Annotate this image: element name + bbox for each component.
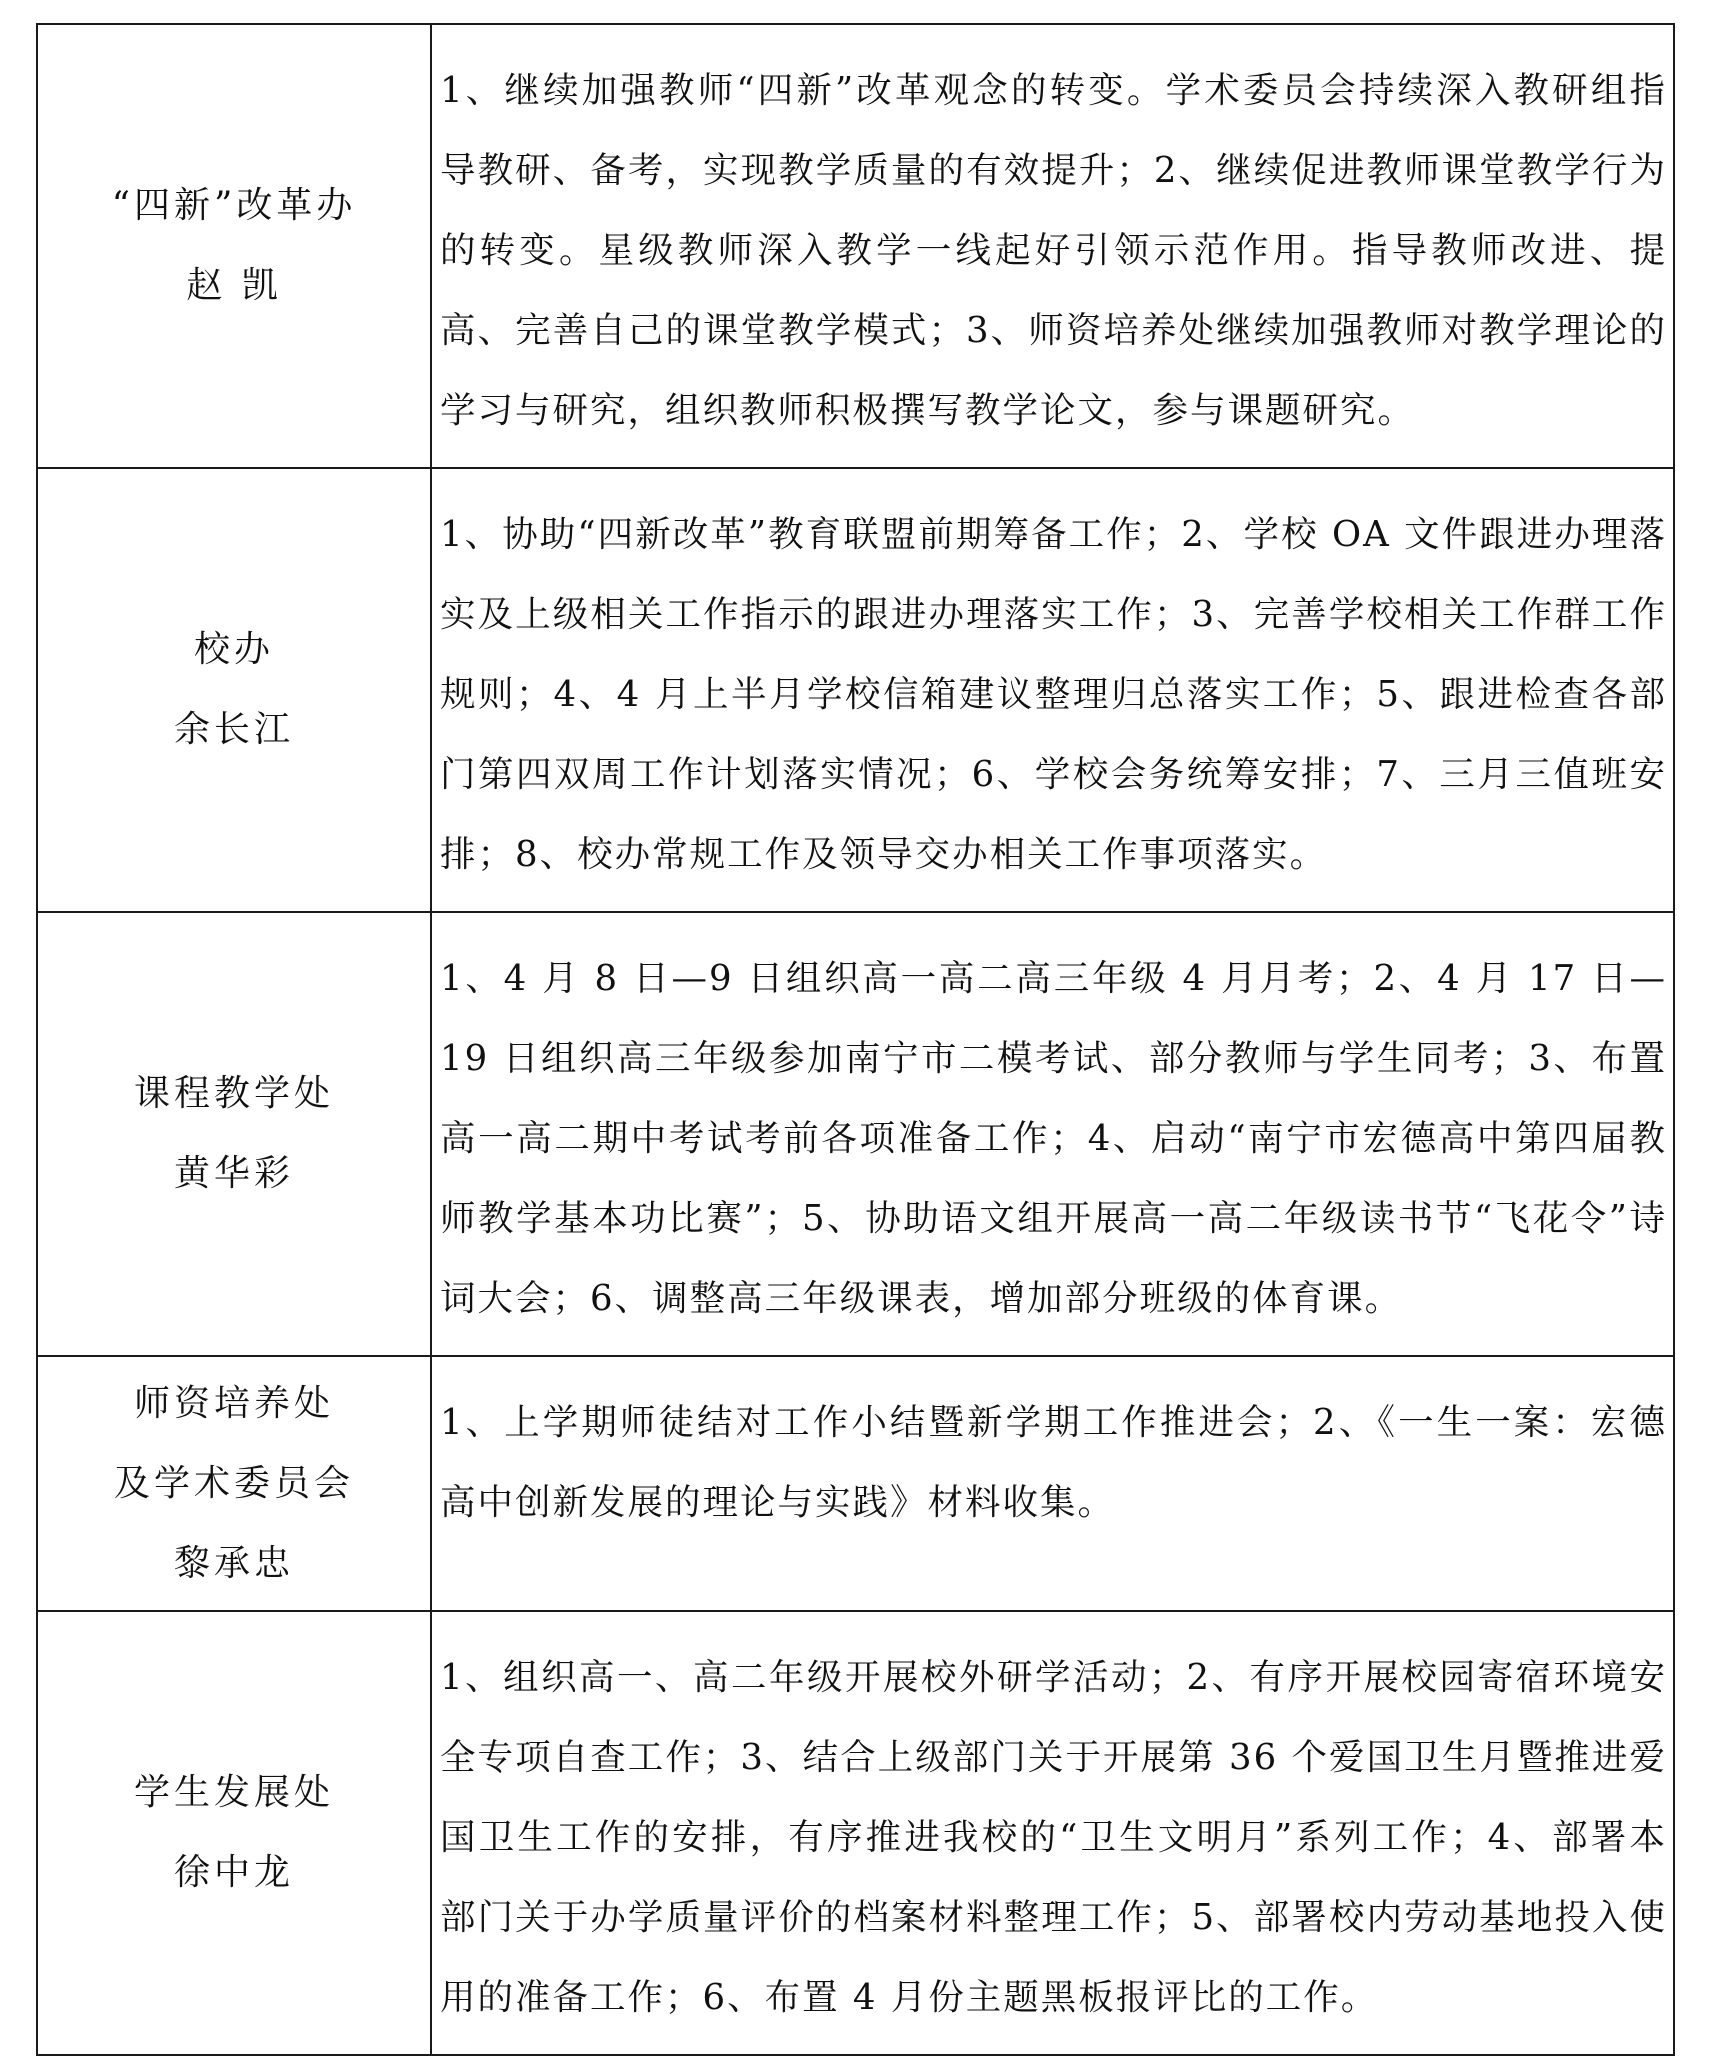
department-name: 课程教学处 xyxy=(133,1073,334,1114)
work-content-cell xyxy=(431,1611,1674,2055)
work-content: 1、4 月 8 日—9 日组织高一高二高三年级 4 月月考；2、4 月 17 日—19 日组织高三年级参加南宁市二模考试、部分教师与学生同考；3、布置高一高二期中考试考前各项准备工作；4、启动“南宁市宏德高中第四届教师教学基本功比赛”；5、协助语文组开展高一高二年级读书节“飞花令”诗词大会；6、调整高三年级课表，增加部分班级的体育课。 xyxy=(440,958,1667,1319)
department-name-line2: 及学术委员会 xyxy=(113,1462,354,1504)
work-plan-table xyxy=(36,23,1675,2056)
person-name: 徐中龙 xyxy=(173,1852,294,1893)
work-content-cell xyxy=(431,912,1674,1356)
work-content-cell xyxy=(431,24,1674,468)
table-row xyxy=(37,912,1674,1356)
person-name: 余长江 xyxy=(173,709,294,750)
work-content-cell xyxy=(431,1356,1674,1611)
department-name: 学生发展处 xyxy=(133,1772,334,1813)
department-name: “四新”改革办 xyxy=(111,185,357,226)
work-content: 1、上学期师徒结对工作小结暨新学期工作推进会；2、《一生一案：宏德高中创新发展的理论与实践》材料收集。 xyxy=(440,1402,1667,1523)
table-row xyxy=(37,1356,1674,1611)
work-content: 1、组织高一、高二年级开展校外研学活动；2、有序开展校园寄宿环境安全专项自查工作；3、结合上级部门关于开展第 36 个爱国卫生月暨推进爱国卫生工作的安排，有序推进我校的“卫生文明月”系列工作；4、部署本部门关于办学质量评价的档案材料整理工作；5、部署校内劳动基地投入使用的准备工作；6、布置 4 月份主题黑板报评比的工作。 xyxy=(440,1657,1667,2018)
work-content: 1、协助“四新改革”教育联盟前期筹备工作；2、学校 OA 文件跟进办理落实及上级相关工作指示的跟进办理落实工作；3、完善学校相关工作群工作规则；4、4 月上半月学校信箱建议整理归总落实工作；5、跟进检查各部门第四双周工作计划落实情况；6、学校会务统筹安排；7、三月三值班安排；8、校办常规工作及领导交办相关工作事项落实。 xyxy=(440,514,1667,875)
work-plan-sheet xyxy=(36,23,1675,2056)
department-cell xyxy=(37,468,431,912)
department-name: 师资培养处 xyxy=(133,1382,334,1424)
department-cell xyxy=(37,1356,431,1611)
table-row xyxy=(37,24,1674,468)
table-row xyxy=(37,468,1674,912)
department-name: 校办 xyxy=(193,629,274,670)
person-name: 赵 凯 xyxy=(186,265,282,306)
department-cell xyxy=(37,1611,431,2055)
table-row xyxy=(37,1611,1674,2055)
work-content: 1、继续加强教师“四新”改革观念的转变。学术委员会持续深入教研组指导教研、备考，实现教学质量的有效提升；2、继续促进教师课堂教学行为的转变。星级教师深入教学一线起好引领示范作用。指导教师改进、提高、完善自己的课堂教学模式；3、师资培养处继续加强教师对教学理论的学习与研究，组织教师积极撰写教学论文，参与课题研究。 xyxy=(440,70,1667,431)
department-cell xyxy=(37,24,431,468)
person-name: 黄华彩 xyxy=(173,1153,294,1194)
work-content-cell xyxy=(431,468,1674,912)
person-name: 黎承忠 xyxy=(173,1542,294,1584)
department-cell xyxy=(37,912,431,1356)
